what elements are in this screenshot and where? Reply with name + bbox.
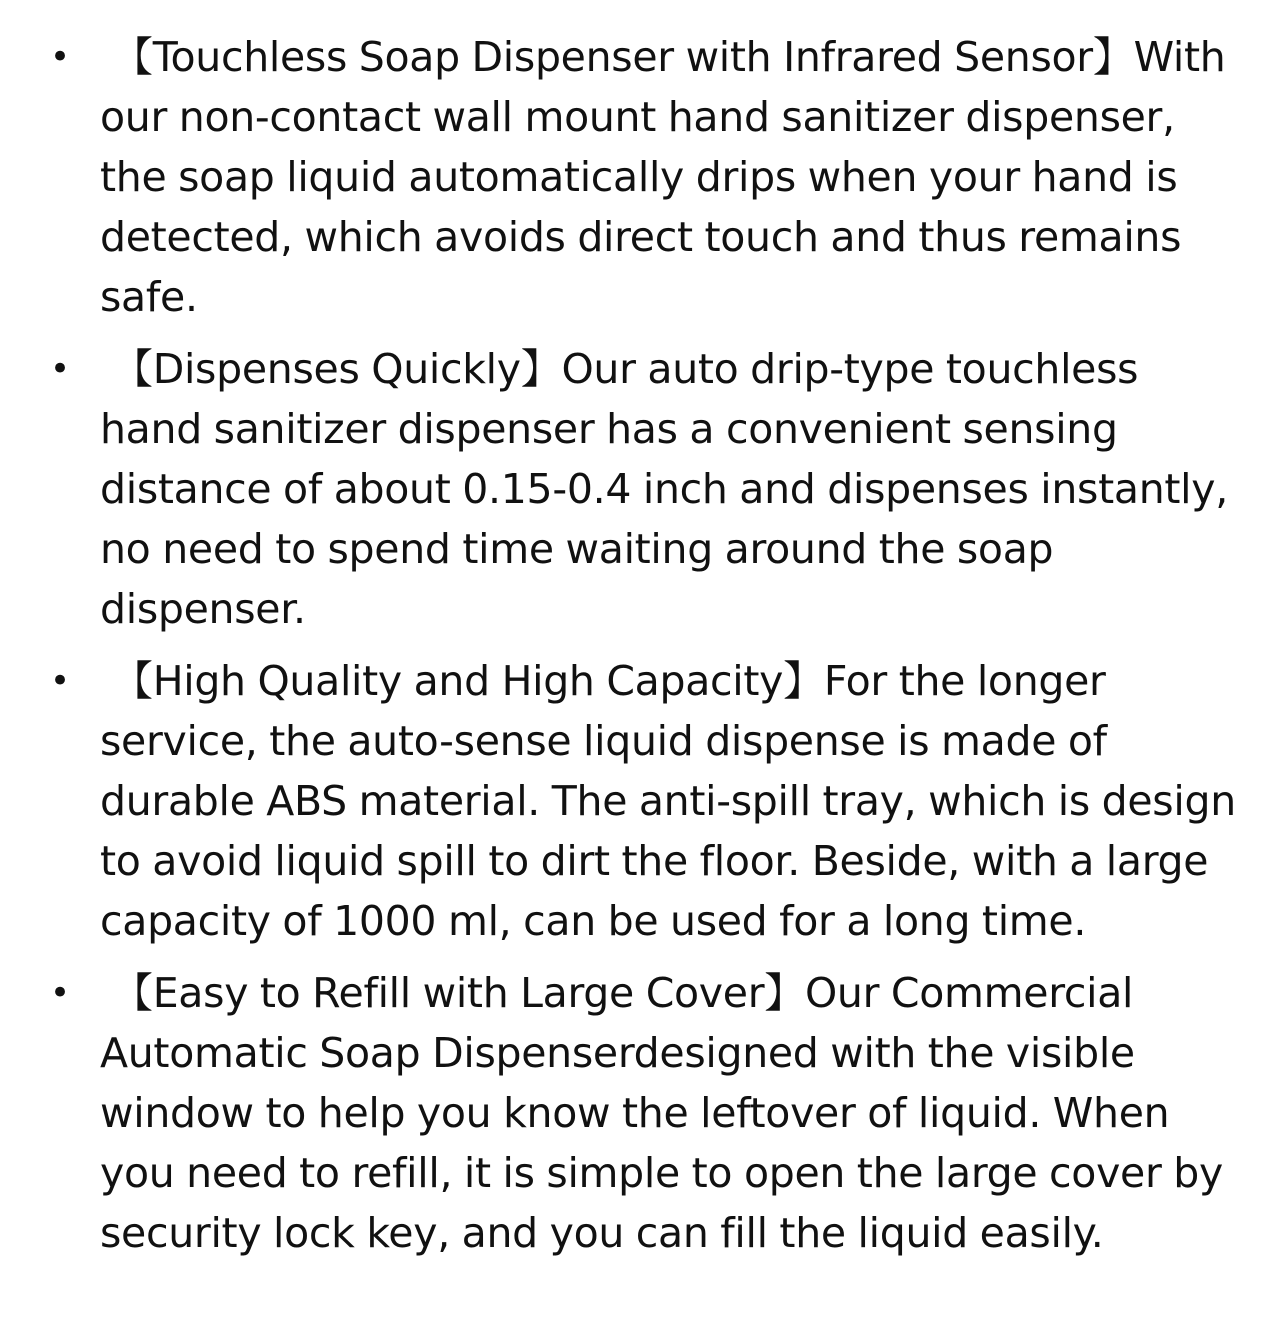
feature-bullet-list — [0, 27, 1284, 1275]
bullet-dot-icon: • — [50, 661, 70, 701]
feature-title: 【High Quality and High Capacity】 — [112, 657, 824, 705]
feature-bullet-item — [0, 963, 1284, 1263]
feature-bullet-item — [0, 27, 1284, 327]
feature-bullet-item — [0, 339, 1284, 639]
feature-title: 【Touchless Soap Dispenser with Infrared Sensor】 — [112, 33, 1134, 81]
feature-title: 【Dispenses Quickly】 — [112, 345, 562, 393]
feature-bullet-item — [0, 651, 1284, 951]
feature-description: Our auto drip-type touchless hand sanitizer dispenser has a convenient sensing distance of about 0.15-0.4 inch and dispenses instantly, no need to spend time waiting around the soap dispenser. — [100, 345, 1228, 633]
feature-description: Our Commercial Automatic Soap Dispenserdesigned with the visible window to help you know the leftover of liquid. When you need to refill, it is simple to open the large cover by security lock key, and you can fill the liquid easily. — [100, 969, 1223, 1257]
feature-description: For the longer service, the auto-sense liquid dispense is made of durable ABS material. The anti-spill tray, which is design to avoid liquid spill to dirt the floor. Beside, with a large capacity of 1000 ml, can be used for a long time. — [100, 657, 1236, 945]
bullet-dot-icon: • — [50, 973, 70, 1013]
feature-title: 【Easy to Refill with Large Cover】 — [112, 969, 805, 1017]
feature-description: With our non-contact wall mount hand sanitizer dispenser, the soap liquid automatically drips when your hand is detected, which avoids direct touch and thus remains safe. — [100, 33, 1226, 321]
bullet-dot-icon: • — [50, 37, 70, 77]
bullet-dot-icon: • — [50, 349, 70, 389]
